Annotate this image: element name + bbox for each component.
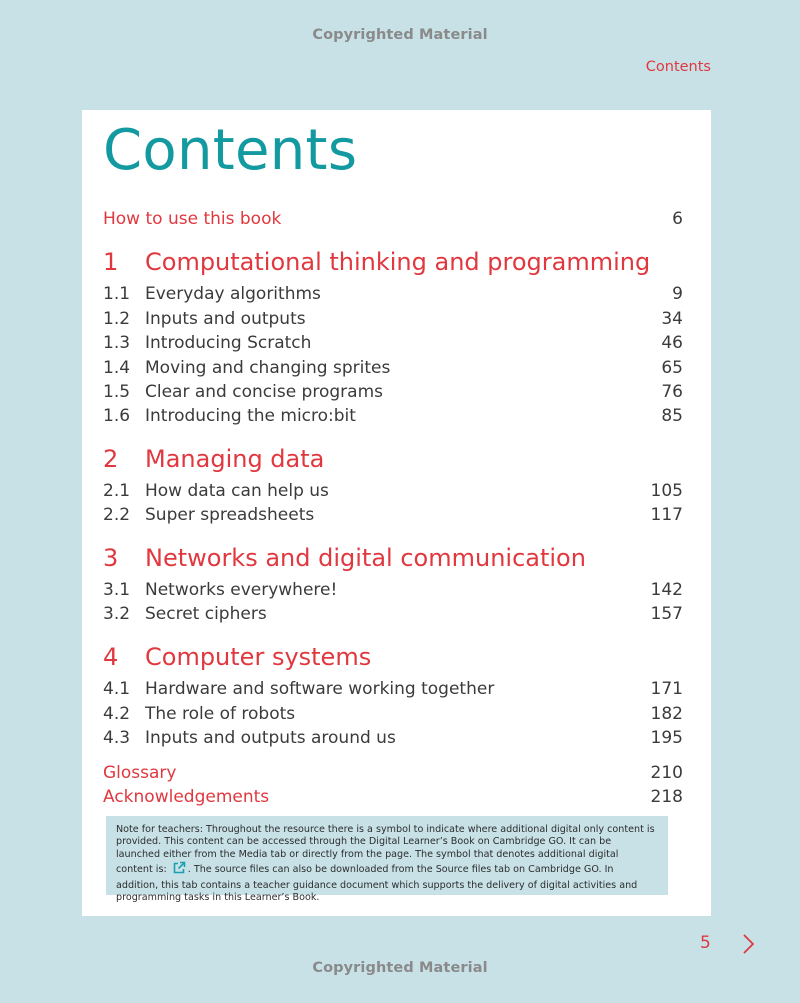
section-page: 157 [650,604,683,624]
teacher-note-text-continued: . The source files can also be downloaded from the Source files tab on Cambridge GO. In addition, this tab contains a teacher guidance document which supports the delivery of digital activities and programming tasks in this Learner’s Book. [116,864,638,904]
section-number: 4.2 [103,704,131,724]
section-number: 3.2 [103,604,131,624]
section-title: Secret ciphers [145,604,267,624]
running-head: Contents [645,59,711,75]
section-page: 117 [650,505,683,525]
chapter-heading-1[interactable] [103,246,683,278]
chapter-number: 1 [103,248,119,276]
toc-section-row[interactable] [103,479,683,503]
chapter-title: Computer systems [145,643,372,671]
section-page: 46 [661,333,683,353]
section-page: 85 [661,406,683,426]
chapter-heading-2[interactable] [103,443,683,475]
toc-section-row[interactable] [103,578,683,602]
section-title: Introducing Scratch [145,333,312,353]
toc-entry-acknowledgements[interactable] [103,785,683,809]
section-title: Everyday algorithms [145,284,321,304]
page-title: Contents [103,118,358,183]
section-page: 142 [650,580,683,600]
toc-entry-title: Acknowledgements [103,787,270,807]
section-number: 1.4 [103,358,131,378]
section-title: How data can help us [145,481,329,501]
contents-card [82,110,711,916]
section-number: 1.1 [103,284,131,304]
section-title: Introducing the micro:bit [145,406,356,426]
toc-section-row[interactable] [103,380,683,404]
section-title: Hardware and software working together [145,679,495,699]
section-number: 2.2 [103,505,131,525]
section-number: 4.1 [103,679,131,699]
section-number: 3.1 [103,580,131,600]
toc-entry-title: Glossary [103,763,177,783]
section-title: Inputs and outputs around us [145,728,396,748]
copyright-watermark-bottom: Copyrighted Material [312,960,488,976]
section-number: 1.5 [103,382,131,402]
chapter-number: 4 [103,643,119,671]
section-number: 1.3 [103,333,131,353]
section-number: 4.3 [103,728,131,748]
section-page: 195 [650,728,683,748]
section-number: 1.6 [103,406,131,426]
section-page: 9 [672,284,683,304]
teacher-note [106,816,668,904]
external-link-icon [172,861,186,879]
section-title: Moving and changing sprites [145,358,391,378]
toc-section-row[interactable] [103,602,683,626]
toc-section-row[interactable] [103,356,683,380]
toc-entry-page: 6 [672,209,683,229]
toc-section-row[interactable] [103,503,683,527]
chevron-right-icon[interactable] [740,933,756,959]
toc-entry-how-to-use[interactable] [103,207,683,231]
section-page: 182 [650,704,683,724]
page-number: 5 [700,933,711,953]
section-title: Inputs and outputs [145,309,306,329]
section-page: 171 [650,679,683,699]
section-number: 1.2 [103,309,131,329]
chapter-title: Networks and digital communication [145,544,586,572]
section-title: Networks everywhere! [145,580,338,600]
toc-section-row[interactable] [103,726,683,750]
chapter-number: 2 [103,445,119,473]
section-page: 76 [661,382,683,402]
chapter-number: 3 [103,544,119,572]
toc-entry-glossary[interactable] [103,761,683,785]
toc-entry-title: How to use this book [103,209,282,229]
copyright-watermark-top: Copyrighted Material [312,27,488,43]
teacher-note-text: Note for teachers: Throughout the resource there is a symbol to indicate where additional digital only content is provided. This content can be accessed through the Digital Learner’s Book on Cambridge GO. It can be launched either from the Media tab or directly from the page. The symbol that denotes additional digital content is: [116,824,655,876]
chapter-title: Computational thinking and programming [145,248,651,276]
section-page: 65 [661,358,683,378]
section-title: Super spreadsheets [145,505,315,525]
chapter-heading-3[interactable] [103,542,683,574]
chapter-heading-4[interactable] [103,641,683,673]
toc-section-row[interactable] [103,677,683,701]
section-page: 105 [650,481,683,501]
section-title: Clear and concise programs [145,382,383,402]
toc-section-row[interactable] [103,702,683,726]
toc-section-row[interactable] [103,404,683,428]
toc-section-row[interactable] [103,282,683,306]
section-page: 34 [661,309,683,329]
toc-section-row[interactable] [103,331,683,355]
toc-entry-page: 210 [650,763,683,783]
section-title: The role of robots [145,704,296,724]
toc-section-row[interactable] [103,307,683,331]
section-number: 2.1 [103,481,131,501]
toc-entry-page: 218 [650,787,683,807]
chapter-title: Managing data [145,445,325,473]
